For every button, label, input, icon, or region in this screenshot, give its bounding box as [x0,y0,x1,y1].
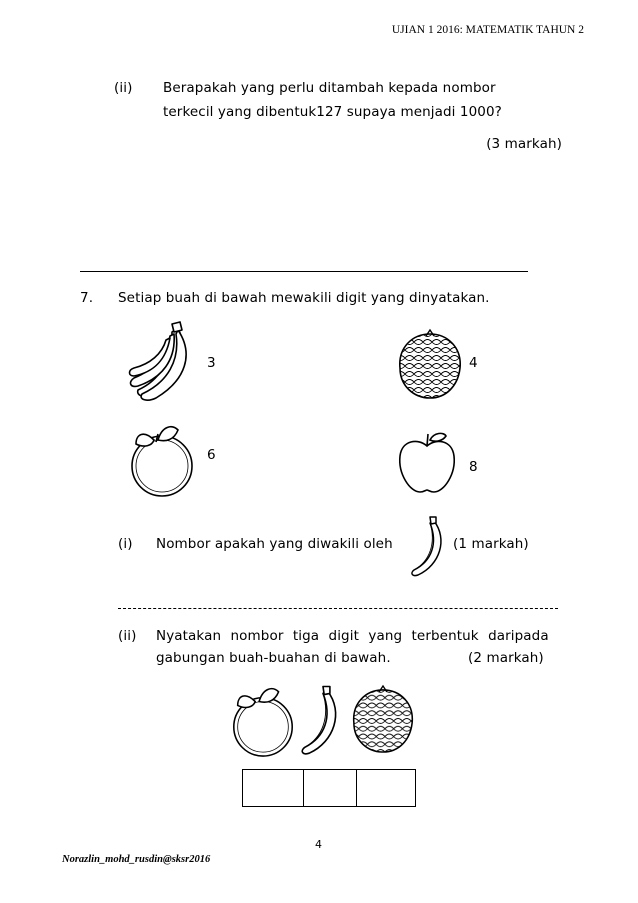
section-divider [80,271,528,272]
legend-digit-custard-apple: 4 [469,355,478,371]
answer-line [118,608,558,609]
answer-box-hundreds[interactable] [242,769,304,807]
q6ii-marks: (3 markah) [486,136,562,152]
banana-icon [300,684,346,758]
header-title: UJIAN 1 2016: MATEMATIK TAHUN 2 [391,24,584,36]
banana-icon [126,320,202,400]
q7-text: Setiap buah di bawah mewakili digit yang dinyatakan. [118,290,490,306]
custard-apple-icon [396,330,464,400]
legend-digit-orange: 6 [207,447,216,463]
custard-apple-icon [350,684,416,756]
footer-author: Norazlin_mohd_rusdin@sksr2016 [62,854,211,865]
q7-number: 7. [80,290,94,306]
q7i-text: Nombor apakah yang diwakili oleh [156,536,393,552]
q6ii-number: (ii) [114,80,133,96]
q7ii-marks: (2 markah) [468,650,544,666]
q7ii-number: (ii) [118,628,137,644]
q6ii-line1: Berapakah yang perlu ditambah kepada nombor [163,80,496,96]
banana-icon [410,515,450,579]
legend-digit-apple: 8 [469,459,478,475]
q7ii-line1: Nyatakan nombor tiga digit yang terbentuk daripada [156,628,549,644]
orange-icon [124,422,200,498]
answer-box-ones[interactable] [357,769,416,807]
q6ii-line2: terkecil yang dibentuk127 supaya menjadi 1000? [163,104,502,120]
answer-box-tens[interactable] [302,769,357,807]
apple-icon [396,430,458,494]
legend-digit-banana: 3 [207,355,216,371]
q7i-number: (i) [118,536,133,552]
orange-icon [226,684,300,758]
q7i-marks: (1 markah) [453,536,529,552]
page-number: 4 [315,838,322,851]
q7ii-line2: gabungan buah-buahan di bawah. [156,650,391,666]
